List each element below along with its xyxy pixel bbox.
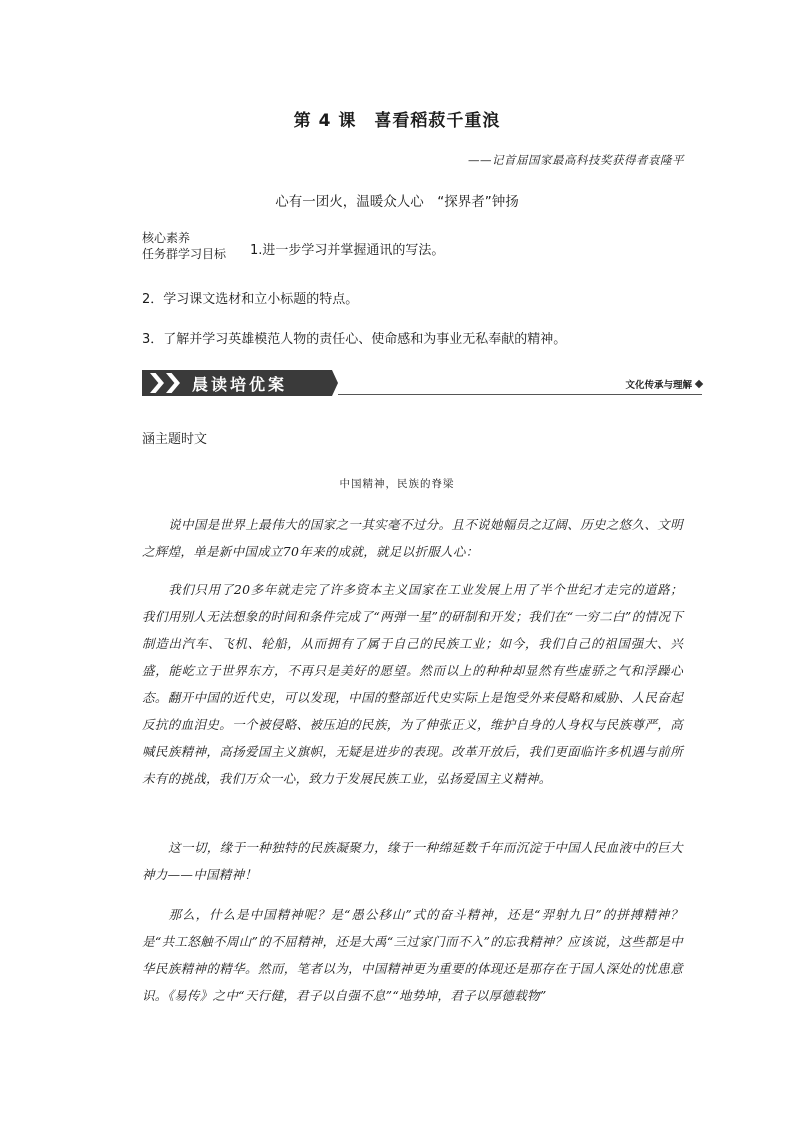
section-heading: 涵主题时文 bbox=[142, 432, 208, 447]
goal-item-2: 2．学习课文选材和立小标题的特点。 bbox=[142, 292, 359, 307]
article-title: 中国精神，民族的脊梁 bbox=[339, 478, 455, 490]
goals-label-line2: 任务群学习目标 bbox=[142, 247, 227, 261]
banner-divider bbox=[338, 394, 702, 395]
goals-label-line1: 核心素养 bbox=[142, 231, 191, 245]
section-banner bbox=[142, 370, 702, 396]
diamond-icon bbox=[695, 380, 703, 388]
goals-label bbox=[142, 230, 226, 262]
article-paragraph-3: 这一切，缘于一种独特的民族凝聚力，缘于一种绵延数千年而沉淀于中国人民血液中的巨大神力——中国精神！ bbox=[142, 840, 683, 882]
banner-right-label: 文化传承与理解 bbox=[625, 380, 692, 391]
lesson-title: 第 4 课 喜看稻菽千重浪 bbox=[293, 111, 501, 131]
article-paragraph-1: 说中国是世界上最伟大的国家之一其实毫不过分。且不说她幅员之辽阔、历史之悠久、文明之辉煌，单是新中国成立70年来的成就，就足以折服人心： bbox=[142, 517, 683, 559]
second-lesson-title: 心有一团火，温暖众人心 “探界者”钟扬 bbox=[275, 194, 519, 210]
goal-item-1: 1.进一步学习并掌握通讯的写法。 bbox=[250, 243, 445, 258]
article-paragraph-4: 那么，什么是中国精神呢？是“愚公移山”式的奋斗精神，还是“羿射九日”的拼搏精神？是“共工怒触不周山”的不屈精神，还是大禹“三过家门而不入”的忘我精神？应该说，这些都是中华民族精神的精华。然而，笔者以为，中国精神更为重要的体现还是那存在于国人深处的忧患意识。《易传》之中“天行健，君子以自强不息”“地势坤，君子以厚德载物” bbox=[142, 907, 683, 1003]
goal-item-3: 3．了解并学习英雄模范人物的责任心、使命感和为事业无私奉献的精神。 bbox=[142, 332, 567, 347]
lesson-subtitle: ——记首届国家最高科技奖获得者袁隆平 bbox=[468, 153, 684, 167]
banner-label: 晨读培优案 bbox=[192, 375, 288, 394]
article-paragraph-2: 我们只用了20多年就走完了许多资本主义国家在工业发展上用了半个世纪才走完的道路；我们用别人无法想象的时间和条件完成了“两弹一星”的研制和开发；我们在“一穷二白”的情况下制造出汽车、飞机、轮船，从而拥有了属于自己的民族工业；如今，我们自己的祖国强大、兴盛，能屹立于世界东方，不再只是美好的愿望。然而以上的种种却显然有些虚骄之气和浮躁心态。翻开中国的近代史，可以发现，中国的整部近代史实际上是饱受外来侵略和威胁、人民奋起反抗的血泪史。一个被侵略、被压迫的民族，为了伸张正义，维护自身的人身权与民族尊严，高喊民族精神，高扬爱国主义旗帜，无疑是进步的表现。改革开放后，我们更面临许多机遇与前所未有的挑战，我们万众一心，致力于发展民族工业，弘扬爱国主义精神。 bbox=[142, 582, 683, 786]
